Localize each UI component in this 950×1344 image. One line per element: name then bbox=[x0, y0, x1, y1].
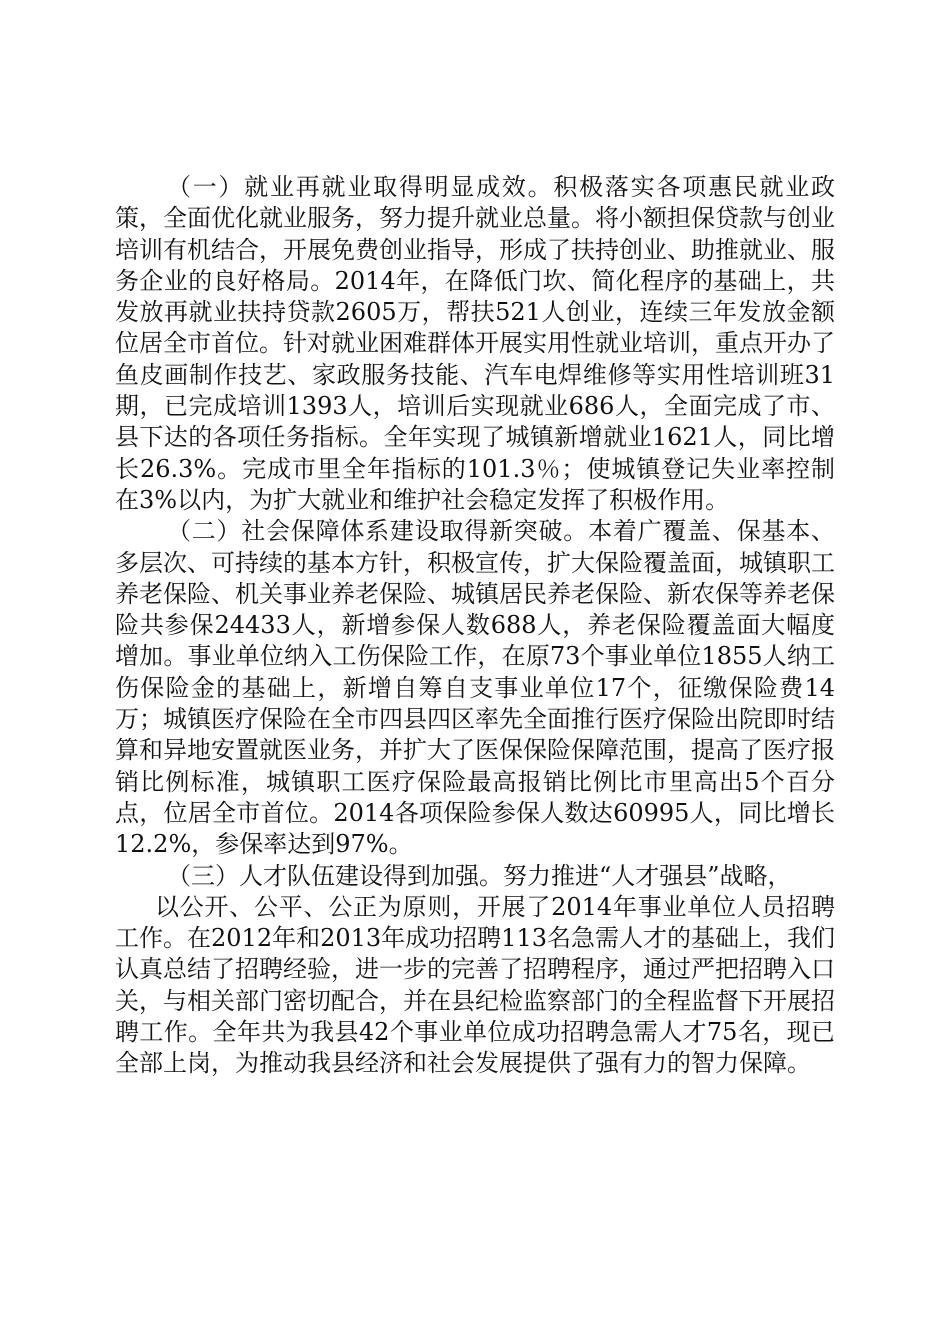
paragraph-social-security: （二）社会保障体系建设取得新突破。本着广覆盖、保基本、多层次、可持续的基本方针，积极宣传，扩大保险覆盖面，城镇职工养老保险、机关事业养老保险、城镇居民养老保险、新农保等养老保险共参保24433人，新增参保人数688人，养老保险覆盖面大幅度增加。事业单位纳入工伤保险工作，在原73个事业单位1855人纳工伤保险金的基础上，新增自筹自支事业单位17个，征缴保险费14万；城镇医疗保险在全市四县四区率先全面推行医疗保险出院即时结算和异地安置就医业务，并扩大了医保保险保障范围，提高了医疗报销比例标准，城镇职工医疗保险最高报销比例比市里高出5个百分点，位居全市首位。2014各项保险参保人数达60995人，同比增长12.2%，参保率达到97%。 bbox=[115, 517, 835, 859]
document-body bbox=[115, 172, 835, 1080]
paragraph-recruitment: 以公开、公平、公正为原则，开展了2014年事业单位人员招聘工作。在2012年和2013年成功招聘113名急需人才的基础上，我们认真总结了招聘经验，进一步的完善了招聘程序，通过严把招聘入口关，与相关部门密切配合，并在县纪检监察部门的全程监督下开展招聘工作。全年共为我县42个事业单位成功招聘急需人才75名，现已全部上岗，为推动我县经济和社会发展提供了强有力的智力保障。 bbox=[115, 892, 835, 1078]
paragraph-talent-team: （三）人才队伍建设得到加强。努力推进“人才强县”战略， bbox=[167, 861, 792, 890]
paragraph-employment: （一）就业再就业取得明显成效。积极落实各项惠民就业政策，全面优化就业服务，努力提升就业总量。将小额担保贷款与创业培训有机结合，开展免费创业指导，形成了扶持创业、助推就业、服务企业的良好格局。2014年，在降低门坎、简化程序的基础上，共发放再就业扶持贷款2605万，帮扶521人创业，连续三年发放金额位居全市首位。针对就业困难群体开展实用性就业培训，重点开办了鱼皮画制作技艺、家政服务技能、汽车电焊维修等实用性培训班31期，已完成培训1393人，培训后实现就业686人，全面完成了市、县下达的各项任务指标。全年实现了城镇新增就业1621人，同比增长26.3%。完成市里全年指标的101.3％；使城镇登记失业率控制在3%以内，为扩大就业和维护社会稳定发挥了积极作用。 bbox=[115, 173, 835, 514]
